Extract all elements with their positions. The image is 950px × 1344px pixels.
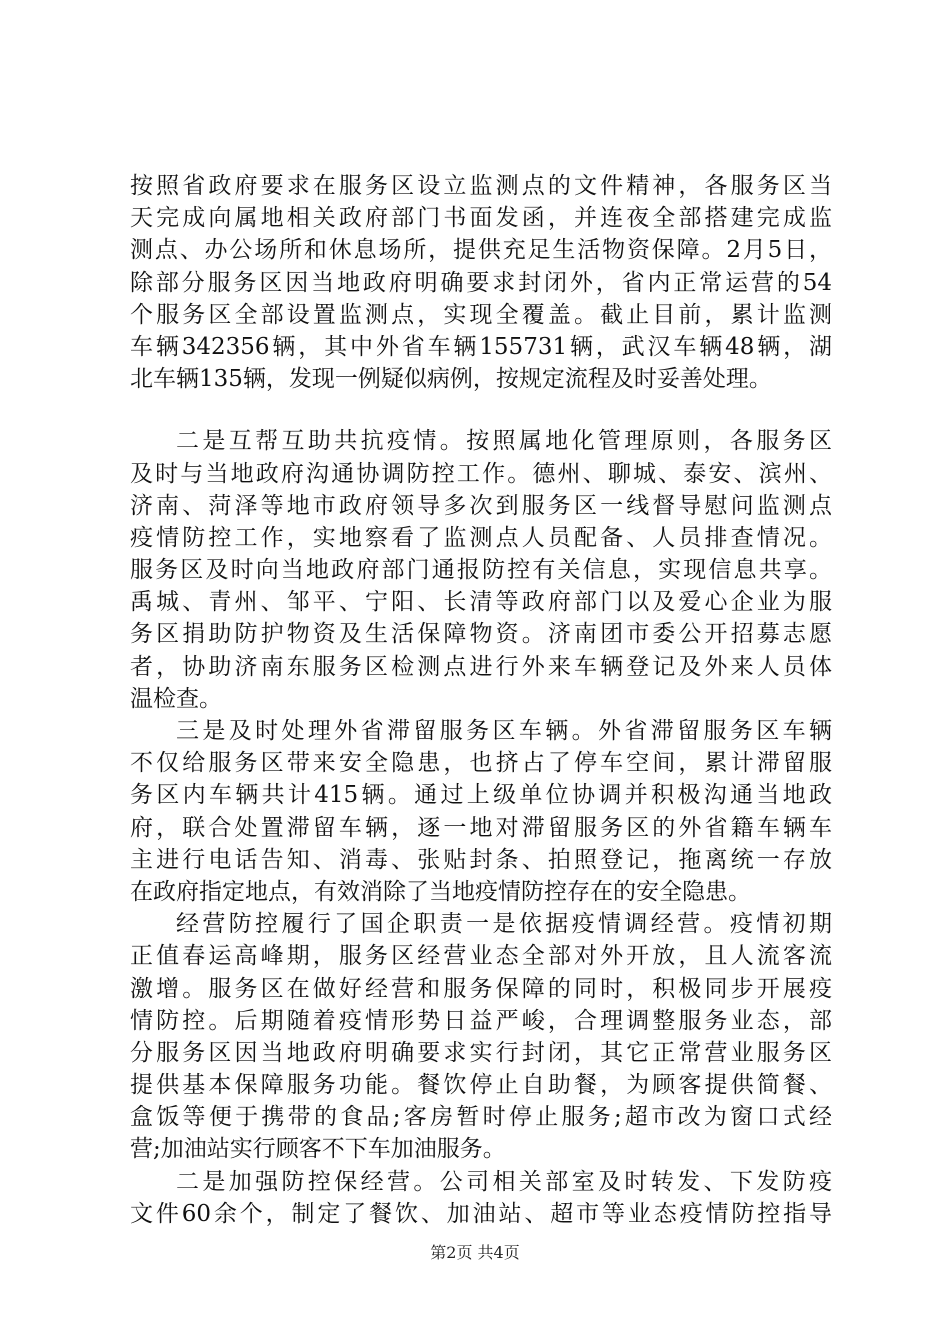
text-line: 个服务区全部设置监测点，实现全覆盖。截止目前，累计监测 — [130, 301, 832, 328]
text-line: 测点、办公场所和休息场所，提供充足生活物资保障。2月5日， — [130, 237, 832, 264]
text-line: 按照省政府要求在服务区设立监测点的文件精神，各服务区当 — [130, 173, 832, 199]
text-line: 温检查。 — [130, 685, 222, 712]
text-line: 务区捐助防护物资及生活保障物资。济南团市委公开招募志愿 — [130, 621, 832, 648]
text-line: 文件60余个，制定了餐饮、加油站、超市等业态疫情防控指导 — [130, 1200, 832, 1227]
text-line: 服务区及时向当地政府部门通报防控有关信息，实现信息共享。 — [130, 557, 832, 584]
paragraph-gap — [130, 395, 832, 425]
document-body — [130, 170, 832, 1230]
text-line: 二是互帮互助共抗疫情。按照属地化管理原则，各服务区 — [176, 428, 832, 455]
text-line: 经营防控履行了国企职责一是依据疫情调经营。疫情初期 — [176, 911, 832, 938]
text-line: 在政府指定地点，有效消除了当地疫情防控存在的安全隐患。 — [130, 878, 751, 905]
text-line: 禹城、青州、邹平、宁阳、长清等政府部门以及爱心企业为服 — [130, 589, 832, 616]
paragraph-business-adjustment — [130, 908, 832, 1166]
text-line: 激增。服务区在做好经营和服务保障的同时，积极同步开展疫 — [130, 975, 832, 1002]
text-line: 正值春运高峰期，服务区经营业态全部对外开放，且人流客流 — [130, 943, 832, 970]
text-line: 北车辆135辆，发现一例疑似病例，按规定流程及时妥善处理。 — [130, 366, 772, 393]
text-line: 除部分服务区因当地政府明确要求封闭外，省内正常运营的54 — [130, 269, 832, 296]
text-line: 营;加油站实行顾客不下车加油服务。 — [130, 1136, 506, 1163]
text-line: 济南、菏泽等地市政府领导多次到服务区一线督导慰问监测点 — [130, 492, 832, 519]
text-line: 三是及时处理外省滞留服务区车辆。外省滞留服务区车辆 — [176, 718, 832, 744]
text-line: 疫情防控工作，实地察看了监测点人员配备、人员排查情况。 — [130, 524, 832, 551]
text-line: 情防控。后期随着疫情形势日益严峻，合理调整服务业态，部 — [130, 1007, 832, 1034]
text-line: 主进行电话告知、消毒、张贴封条、拍照登记，拖离统一存放 — [130, 846, 832, 873]
text-line: 二是加强防控保经营。公司相关部室及时转发、下发防疫 — [176, 1168, 832, 1195]
text-line: 盒饭等便于携带的食品;客房暂时停止服务;超市改为窗口式经 — [130, 1104, 832, 1131]
text-line: 提供基本保障服务功能。餐饮停止自助餐，为顾客提供简餐、 — [130, 1072, 832, 1099]
text-line: 分服务区因当地政府明确要求实行封闭，其它正常营业服务区 — [130, 1039, 832, 1066]
page-footer: 第2页 共4页 — [430, 1243, 520, 1262]
text-line: 天完成向属地相关政府部门书面发函，并连夜全部搭建完成监 — [130, 205, 832, 232]
paragraph-mutual-help — [130, 425, 832, 715]
paragraph-strengthen-control — [130, 1166, 832, 1230]
text-line: 车辆342356辆，其中外省车辆155731辆，武汉车辆48辆，湖 — [130, 333, 832, 360]
paragraph-stranded-vehicles — [130, 715, 832, 908]
text-line: 及时与当地政府沟通协调防控工作。德州、聊城、泰安、滨州、 — [130, 460, 832, 487]
paragraph-monitoring-points — [130, 170, 832, 395]
text-line: 不仅给服务区带来安全隐患，也挤占了停车空间，累计滞留服 — [130, 750, 832, 777]
text-line: 者，协助济南东服务区检测点进行外来车辆登记及外来人员体 — [130, 653, 832, 680]
text-line: 务区内车辆共计415辆。通过上级单位协调并积极沟通当地政 — [130, 782, 832, 809]
text-line: 府，联合处置滞留车辆，逐一地对滞留服务区的外省籍车辆车 — [130, 814, 832, 841]
